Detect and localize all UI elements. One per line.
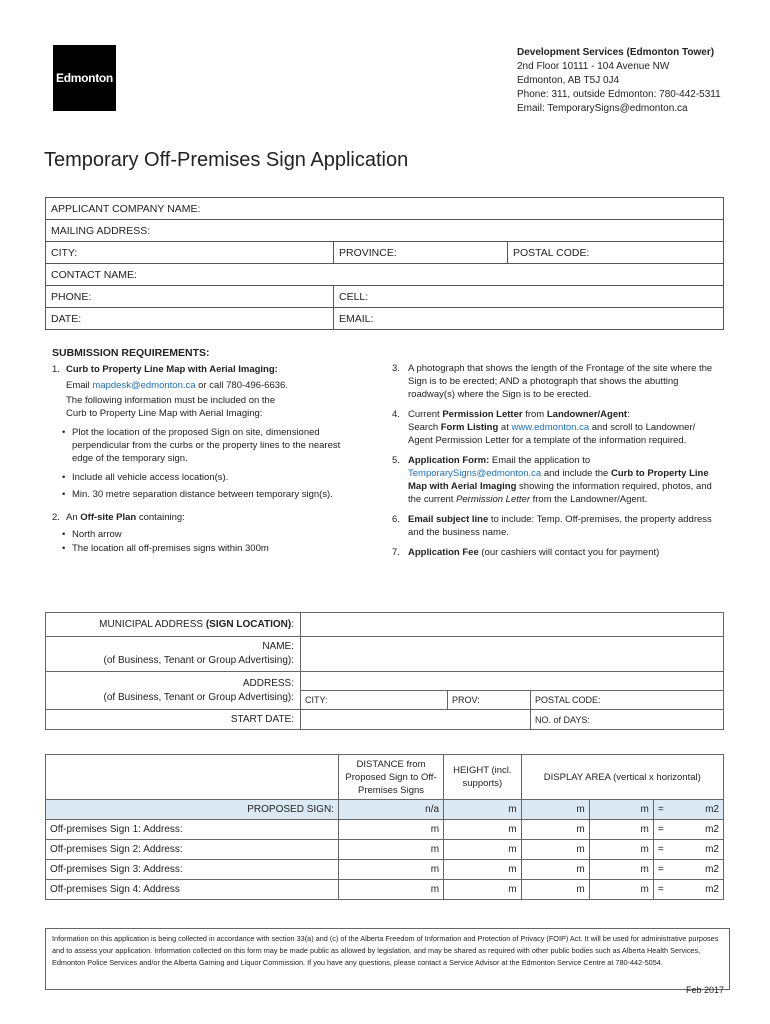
sign-4-address[interactable]: Off-premises Sign 4: Address xyxy=(46,880,339,900)
req-5 xyxy=(392,454,720,506)
req-1-bullet-2: • Include all vehicle access location(s). xyxy=(62,472,229,483)
sign-dimensions-table xyxy=(45,754,724,900)
sign-postal-field[interactable] xyxy=(531,691,724,710)
office-name: Development Services (Edmonton Tower) xyxy=(517,47,715,58)
req-4-bold-3: Form Listing xyxy=(440,422,499,433)
proposed-distance: n/a xyxy=(338,800,443,820)
sign-city-field[interactable] xyxy=(301,691,448,710)
business-name-label xyxy=(46,637,301,672)
sign-2-height[interactable]: m xyxy=(444,840,521,860)
sign-4-height[interactable]: m xyxy=(444,880,521,900)
proposed-eq: = xyxy=(657,804,664,815)
req-5-text-3: showing the information required, photos, and the current xyxy=(408,481,712,505)
req-2-bullet-1-text: North arrow xyxy=(72,529,122,540)
privacy-notice: Information on this application is being collected in accordance with section 33(a) and (c) of the Alberta Freedom of Information and Protection of Privacy (FOIP) Act. It will be used for administrative purposes and to assess your application. Information collected on this form may be made public as allowed by legislation, and may be shared as required with other public bodies such as Alberta Health Services, Edmonton Police Services and/or the Alberta Gaming and Liquor Commission. If you have any questions, please contact a Service Advisor at the Edmonton Service Centre at 780-442-5054. xyxy=(45,928,730,990)
sign-2-distance[interactable]: m xyxy=(338,840,443,860)
sign-2-horizontal[interactable] xyxy=(589,840,653,860)
date-label: DATE: xyxy=(51,312,82,325)
sign-3-eq: = xyxy=(657,864,664,875)
table-row xyxy=(46,820,724,840)
contact-name-field[interactable] xyxy=(46,264,724,286)
sign-3-area-unit: m2 xyxy=(705,864,719,875)
req-4-pre: Current xyxy=(408,409,443,420)
email-field[interactable] xyxy=(334,308,724,330)
req-2-bullet-2: • The location all off-premises signs within 300m xyxy=(62,543,269,554)
req-5-bold-2: Curb to Property Line Map with Aerial Imaging xyxy=(408,468,709,492)
contact-label: CONTACT NAME: xyxy=(51,268,137,281)
province-label: PROVINCE: xyxy=(339,246,397,259)
sign-4-eq: = xyxy=(657,884,664,895)
req-7-bold: Application Fee xyxy=(408,547,479,558)
header-height: HEIGHT (incl. supports) xyxy=(444,755,521,800)
cell-label: CELL: xyxy=(339,290,369,303)
sign-postal-label: POSTAL CODE: xyxy=(535,695,601,705)
req-1-title xyxy=(52,363,362,376)
name-label-text: NAME: xyxy=(262,641,294,652)
sign-1-horizontal-unit: m xyxy=(640,824,649,835)
req-1-bullet-3-text: Min. 30 metre separation distance between temporary sign(s). xyxy=(72,489,333,500)
req-4-bold-2: Landowner/Agent xyxy=(546,409,628,420)
req-4-rest: and scroll to Landowner/ Agent Permission Letter for a template of the information required. xyxy=(408,422,696,446)
req-1-bullet-1-text: Plot the location of the proposed Sign on site, dimensioned perpendicular from the curbs or the property lines to the nearest edge of the temporary sign. xyxy=(72,427,341,464)
office-contact xyxy=(517,46,721,116)
req-2-title xyxy=(52,511,362,524)
sign-2-address[interactable]: Off-premises Sign 2: Address: xyxy=(46,840,339,860)
req-7-text: (our cashiers will contact you for payment) xyxy=(478,547,660,558)
name-sub-text: (of Business, Tenant or Group Advertising): xyxy=(103,655,294,666)
proposed-sign-label: PROPOSED SIGN: xyxy=(46,800,339,820)
sign-1-address[interactable]: Off-premises Sign 1: Address: xyxy=(46,820,339,840)
req-5-italic: Permission Letter xyxy=(456,494,530,505)
req-5-text: Email the application to xyxy=(489,455,591,466)
req-2-bullet-2-text: The location all off-premises signs within 300m xyxy=(72,543,269,554)
req-5-text-4: from the Landowner/Agent. xyxy=(529,494,648,505)
sign-2-horizontal-unit: m xyxy=(640,844,649,855)
proposed-horizontal[interactable] xyxy=(589,800,653,820)
start-date-input[interactable] xyxy=(301,710,531,730)
requirements-left xyxy=(52,363,362,555)
sign-1-eq: = xyxy=(657,824,664,835)
requirements-heading: SUBMISSION REQUIREMENTS: xyxy=(52,347,210,359)
req-1-title-text: Curb to Property Line Map with Aerial Imaging: xyxy=(66,364,278,375)
req-5-num: 5. xyxy=(392,455,400,466)
sign-4-distance[interactable]: m xyxy=(338,880,443,900)
office-phone: Phone: 311, outside Edmonton: 780-442-5311 xyxy=(517,89,721,100)
sign-3-horizontal[interactable] xyxy=(589,860,653,880)
sign-2-eq: = xyxy=(657,844,664,855)
logo-text: Edmonton xyxy=(56,71,113,85)
sign-3-vertical[interactable]: m xyxy=(521,860,589,880)
header-blank xyxy=(46,755,339,800)
edmonton-website-link[interactable]: www.edmonton.ca xyxy=(511,422,590,433)
sign-1-area[interactable] xyxy=(653,820,723,840)
table-row xyxy=(46,840,724,860)
req-1-info-1: The following information must be included on the xyxy=(66,395,276,406)
sign-city-label: CITY: xyxy=(305,695,328,705)
municipal-address-input[interactable] xyxy=(301,613,724,637)
sign-location-table xyxy=(45,612,724,730)
req-3 xyxy=(392,362,720,401)
req-2-post: containing: xyxy=(136,512,185,523)
req-6 xyxy=(392,513,720,539)
address-sub-text: (of Business, Tenant or Group Advertising): xyxy=(103,691,294,703)
sign-1-area-unit: m2 xyxy=(705,824,719,835)
req-4-bold-1: Permission Letter xyxy=(442,409,523,420)
edmonton-logo xyxy=(53,45,116,111)
header-distance: DISTANCE from Proposed Sign to Off- Premises Signs xyxy=(338,755,443,800)
req-4-num: 4. xyxy=(392,409,400,420)
sign-4-horizontal-unit: m xyxy=(640,884,649,895)
proposed-vertical[interactable]: m xyxy=(521,800,589,820)
sign-2-area-unit: m2 xyxy=(705,844,719,855)
req-1-email-post: or call 780-496-6636. xyxy=(195,380,288,391)
sign-3-horizontal-unit: m xyxy=(640,864,649,875)
days-label: NO. of DAYS: xyxy=(535,714,590,725)
sign-3-height[interactable]: m xyxy=(444,860,521,880)
sign-4-area-unit: m2 xyxy=(705,884,719,895)
sign-prov-field[interactable] xyxy=(448,691,531,710)
sign-4-horizontal[interactable] xyxy=(589,880,653,900)
sign-2-vertical[interactable]: m xyxy=(521,840,589,860)
sign-4-vertical[interactable]: m xyxy=(521,880,589,900)
phone-label: PHONE: xyxy=(51,290,92,303)
page-title: Temporary Off-Premises Sign Application xyxy=(44,149,409,171)
date-field[interactable] xyxy=(46,308,334,330)
sign-3-area[interactable] xyxy=(653,860,723,880)
req-4-colon: : xyxy=(627,409,630,420)
sign-1-horizontal[interactable] xyxy=(589,820,653,840)
req-1-num: 1. xyxy=(52,364,60,375)
temporary-signs-email-link[interactable]: TemporarySigns@edmonton.ca xyxy=(408,468,542,479)
office-address-1: 2nd Floor 10111 - 104 Avenue NW xyxy=(517,61,670,72)
postal-label: POSTAL CODE: xyxy=(513,246,590,259)
req-2-pre: An xyxy=(66,512,81,523)
req-6-bold: Email subject line xyxy=(408,514,489,525)
proposed-area[interactable] xyxy=(653,800,723,820)
office-address-2: Edmonton, AB T5J 0J4 xyxy=(517,75,620,86)
start-date-text: START DATE: xyxy=(230,714,294,725)
municipal-address-label xyxy=(46,613,301,637)
sign-prov-label: PROV: xyxy=(452,695,480,705)
mapdesk-email-link[interactable]: mapdesk@edmonton.ca xyxy=(92,380,196,391)
address-label-text: ADDRESS: xyxy=(242,677,294,689)
req-1-info-2: Curb to Property Line Map with Aerial Imaging: xyxy=(66,408,263,419)
form-date: Feb 2017 xyxy=(686,985,725,995)
email-label: EMAIL: xyxy=(339,312,374,325)
table-row xyxy=(46,860,724,880)
postal-code-field[interactable] xyxy=(508,242,724,264)
req-1-bullet-2-text: Include all vehicle access location(s). xyxy=(72,472,229,483)
start-date-label xyxy=(46,710,301,730)
applicant-table xyxy=(45,197,724,330)
req-6-num: 6. xyxy=(392,514,400,525)
req-5-bold: Application Form: xyxy=(408,455,490,466)
mailing-address-field[interactable] xyxy=(46,220,724,242)
req-1-email-pre: Email xyxy=(66,380,93,391)
req-4-mid: from xyxy=(522,409,547,420)
req-2-bold: Off-site Plan xyxy=(80,512,137,523)
municipal-pre: MUNICIPAL ADDRESS xyxy=(99,619,206,630)
days-field[interactable] xyxy=(531,710,724,730)
req-6-text: to include: Temp. Off-premises, the property address and the business name. xyxy=(408,514,712,538)
req-3-text: A photograph that shows the length of the Frontage of the site where the Sign is to be erected; AND a photograph that shows the abutting roadway(s) where the Sign is to be erected. xyxy=(408,363,713,400)
req-1-bullet-3: • Min. 30 metre separation distance between temporary sign(s). xyxy=(62,489,333,500)
sign-1-vertical[interactable]: m xyxy=(521,820,589,840)
proposed-height[interactable]: m xyxy=(444,800,521,820)
city-label: CITY: xyxy=(51,246,78,259)
proposed-horizontal-unit: m xyxy=(640,804,649,815)
applicant-company-field[interactable] xyxy=(46,198,724,220)
sign-4-area[interactable] xyxy=(653,880,723,900)
sign-2-area[interactable] xyxy=(653,840,723,860)
municipal-bold: (SIGN LOCATION) xyxy=(205,619,292,630)
req-4-at: at xyxy=(498,422,512,433)
sign-3-address[interactable]: Off-premises Sign 3: Address: xyxy=(46,860,339,880)
req-4-search: Search xyxy=(408,422,441,433)
req-7-num: 7. xyxy=(392,547,400,558)
req-5-text-2: and include the xyxy=(541,468,611,479)
req-1-bullet-1: • Plot the location of the proposed Sign on site, dimensioned perpendicular from the curbs or the property lines to the nearest edge of the temporary sign. xyxy=(62,427,341,464)
req-7 xyxy=(392,546,720,559)
business-address-label xyxy=(46,672,301,710)
requirements-right xyxy=(392,362,720,559)
phone-field[interactable] xyxy=(46,286,334,308)
cell-field[interactable] xyxy=(334,286,724,308)
req-3-num: 3. xyxy=(392,363,400,374)
business-address-input[interactable] xyxy=(301,672,724,691)
req-2-num: 2. xyxy=(52,512,60,523)
header-display-area: DISPLAY AREA (vertical x horizontal) xyxy=(521,755,723,800)
req-1-email xyxy=(52,379,362,392)
sign-3-distance[interactable]: m xyxy=(338,860,443,880)
company-label: APPLICANT COMPANY NAME: xyxy=(51,202,201,215)
office-email: Email: TemporarySigns@edmonton.ca xyxy=(517,103,688,114)
province-field[interactable] xyxy=(334,242,508,264)
city-field[interactable] xyxy=(46,242,334,264)
table-row xyxy=(46,880,724,900)
proposed-area-unit: m2 xyxy=(705,804,719,815)
proposed-sign-row xyxy=(46,800,724,820)
req-4 xyxy=(392,408,720,447)
business-name-input[interactable] xyxy=(301,637,724,672)
sign-1-distance[interactable]: m xyxy=(338,820,443,840)
req-2-bullet-1: • North arrow xyxy=(62,529,122,540)
municipal-colon: : xyxy=(291,619,294,630)
mailing-label: MAILING ADDRESS: xyxy=(51,224,151,237)
sign-1-height[interactable]: m xyxy=(444,820,521,840)
